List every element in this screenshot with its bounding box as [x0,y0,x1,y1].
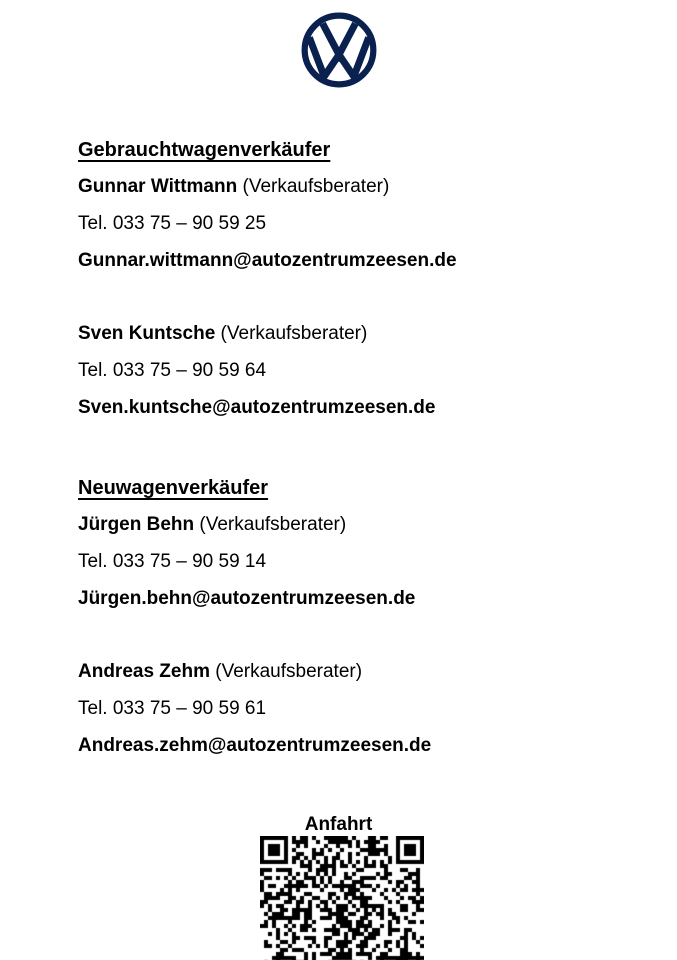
directions-block [0,813,677,960]
contact-list [0,137,677,757]
contact-role: (Verkaufsberater) [242,176,390,197]
contact-card [78,513,637,610]
contact-phone: Tel. 033 75 – 90 59 64 [78,360,267,381]
contact-name: Andreas Zehm [78,661,210,682]
qr-code [260,836,424,960]
contact-role: (Verkaufsberater) [215,661,363,682]
contact-email: Andreas.zehm@autozentrumzeesen.de [78,735,432,756]
contact-role: (Verkaufsberater) [199,514,347,535]
section-heading-used-cars: Gebrauchtwagenverkäufer [78,139,331,161]
contact-name-line [78,175,637,198]
vw-logo-icon [300,11,378,89]
contact-card [78,660,637,757]
directions-label: Anfahrt [304,814,373,835]
contact-card [78,322,637,419]
section-new-car-sales [78,475,637,757]
contact-name: Jürgen Behn [78,514,195,535]
section-heading-new-cars: Neuwagenverkäufer [78,477,269,499]
contact-name: Sven Kuntsche [78,323,216,344]
contact-email: Sven.kuntsche@autozentrumzeesen.de [78,397,436,418]
contact-card [78,175,637,272]
contact-role: (Verkaufsberater) [220,323,368,344]
contact-phone: Tel. 033 75 – 90 59 25 [78,213,267,234]
contact-name-line [78,513,637,536]
contact-name-line [78,660,637,683]
contact-name-line [78,322,637,345]
contact-email: Gunnar.wittmann@autozentrumzeesen.de [78,250,457,271]
contact-phone: Tel. 033 75 – 90 59 61 [78,698,267,719]
contact-phone: Tel. 033 75 – 90 59 14 [78,551,267,572]
qr-code-container [0,836,677,960]
contact-name: Gunnar Wittmann [78,176,238,197]
logo-container [0,0,677,89]
contact-email: Jürgen.behn@autozentrumzeesen.de [78,588,416,609]
section-used-car-sales [78,137,637,419]
